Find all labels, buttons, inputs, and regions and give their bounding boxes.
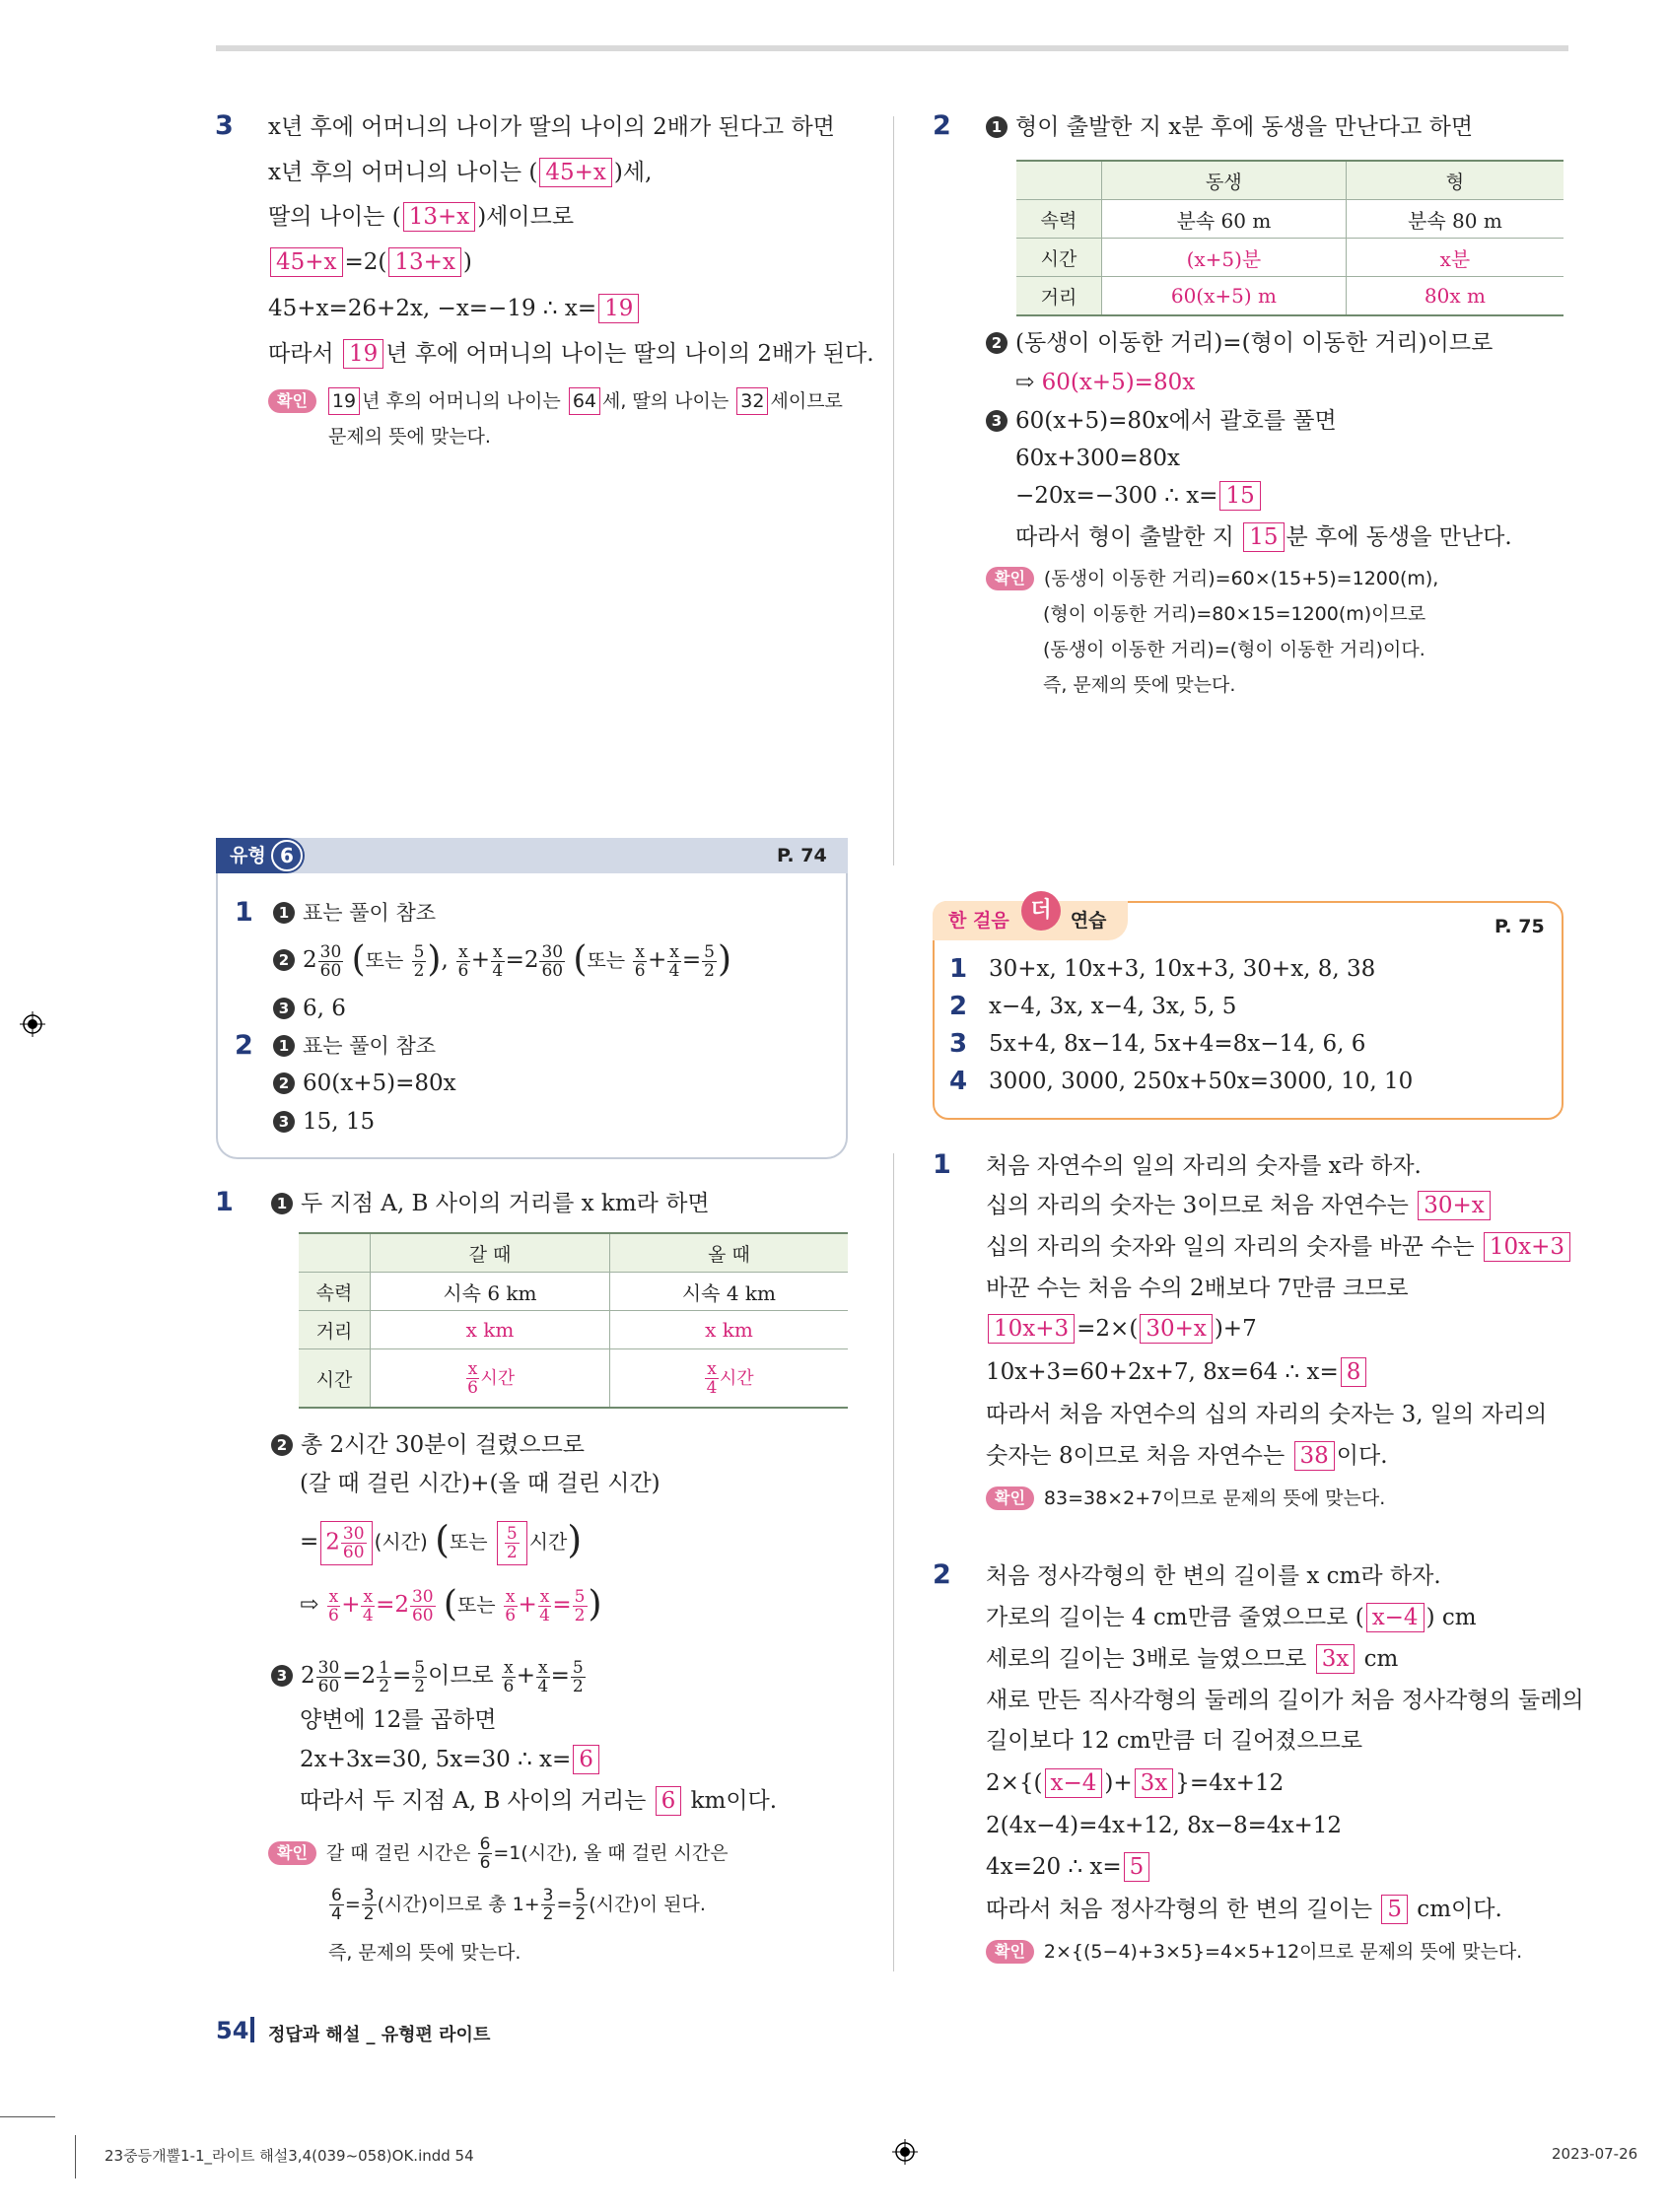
problem-number: 3: [215, 110, 234, 141]
check-badge: 확인: [986, 567, 1034, 590]
footer-divider: [250, 2017, 254, 2042]
text-line: 길이보다 12 cm만큼 더 길어졌으므로: [986, 1728, 1363, 1754]
file-info: 23중등개뿔1-1_라이트 해설3,4(039~058)OK.indd 54: [104, 2147, 474, 2165]
check-note: (형이 이동한 거리)=80×15=1200(m)이므로: [1043, 603, 1426, 625]
text-line: 따라서 두 지점 A, B 사이의 거리는 6 km이다.: [300, 1788, 778, 1814]
text-line: 2 60(x+5)=80x: [273, 1069, 456, 1098]
text-line: 처음 자연수의 일의 자리의 숫자를 x라 하자.: [986, 1153, 1422, 1179]
answer-box: x−4: [1366, 1603, 1425, 1632]
answer-box: 30+x: [1418, 1191, 1491, 1220]
text-line: 1 표는 풀이 참조: [273, 1031, 436, 1061]
text-line: 3 60(x+5)=80x에서 괄호를 풀면: [986, 406, 1337, 436]
column-divider: [893, 1153, 894, 1971]
text-line: 1 두 지점 A, B 사이의 거리를 x km라 하면: [271, 1189, 710, 1218]
answer-number: 1: [949, 954, 968, 984]
check-note: $\frac{6}{4}$ = $\frac{3}{2}$ (시간)이므로 총 1+ $\frac{3}{2}$ = $\frac{5}{2}$ (시간)이 된다.: [331, 1886, 706, 1924]
answer-box: 30+x: [1140, 1314, 1213, 1344]
text-line: 처음 정사각형의 한 변의 길이를 x cm라 하자.: [986, 1563, 1441, 1589]
text-line: 45+x=26+2x, −x=−19 ∴ x= 19: [268, 294, 641, 323]
answer-box: 38: [1294, 1441, 1335, 1471]
text-line: ⇨ 60(x+5)=80x: [1015, 370, 1196, 395]
text-line: 따라서 19 년 후에 어머니의 나이는 딸의 나이의 2배가 된다.: [268, 341, 874, 367]
extra-practice-label: 한 걸음 연습: [933, 901, 1128, 940]
text-line: x년 후에 어머니의 나이가 딸의 나이의 2배가 된다고 하면: [268, 114, 835, 140]
answer-number: 1: [235, 897, 253, 928]
text-line: 따라서 형이 출발한 지 15 분 후에 동생을 만난다.: [1015, 524, 1512, 550]
answer-box: 5: [1124, 1852, 1150, 1882]
answer-line: 5x+4, 8x−14, 5x+4=8x−14, 6, 6: [989, 1031, 1366, 1057]
answer-box: 13+x: [388, 247, 461, 277]
answer-box: 13+x: [403, 202, 476, 232]
text-line: 1 표는 풀이 참조: [273, 898, 436, 928]
check-note: (동생이 이동한 거리)=(형이 이동한 거리)이다.: [1043, 639, 1425, 660]
answer-box: 6: [573, 1745, 599, 1774]
text-line: 60x+300=80x: [1015, 446, 1180, 471]
answer-number: 2: [949, 992, 968, 1021]
text-line: 1 형이 출발한 지 x분 후에 동생을 만난다고 하면: [986, 112, 1473, 142]
text-line: 양변에 12를 곱하면: [300, 1707, 497, 1733]
text-line: 10x+3 =2×( 30+x )+7: [986, 1314, 1257, 1344]
text-line: = 2 $\frac{30}{60}$ (시간) (또는 $\frac{5}{2}$ 시간): [300, 1510, 582, 1571]
answer-box: 45+x: [270, 247, 343, 277]
text-line: 2 총 2시간 30분이 걸렸으므로: [271, 1430, 585, 1460]
answer-box: 3x: [1135, 1768, 1174, 1798]
answer-box: 10x+3: [1484, 1232, 1570, 1262]
text-line: 2(4x−4)=4x+12, 8x−8=4x+12: [986, 1813, 1343, 1838]
crop-mark: [0, 2116, 55, 2117]
answer-box: 45+x: [539, 158, 612, 187]
check-badge: 확인: [268, 389, 316, 413]
problem-number: 1: [215, 1187, 234, 1217]
page-ref: P. 74: [777, 845, 827, 866]
type-number-badge: 6: [271, 840, 303, 871]
speed-table: 동생 형 속력 분속 60 m 분속 80 m 시간 (x+5)분 x분 거리 60(x+5) m 80x m: [1016, 160, 1564, 316]
answer-number: 3: [949, 1029, 968, 1059]
text-line: 2 (동생이 이동한 거리)=(형이 이동한 거리)이므로: [986, 328, 1493, 358]
registration-mark-icon: [892, 2139, 918, 2165]
text-line: 3 6, 6: [273, 994, 346, 1023]
answer-box: 15: [1219, 481, 1260, 511]
answer-box: 19: [598, 294, 639, 323]
check-badge: 확인: [986, 1940, 1034, 1964]
text-line: ⇨ $\frac{x}{6}$ + $\frac{x}{4}$ =2 $\frac{30}{60}$ (또는 $\frac{x}{6}$ + $\frac{x}{4}$ = $\frac{5}{2}$ ): [300, 1584, 602, 1625]
check-note: 확인 갈 때 걸린 시간은 $\frac{6}{6}$ =1(시간), 올 때 걸린 시간은: [268, 1835, 729, 1872]
answer-box: x−4: [1045, 1768, 1103, 1798]
check-note: 즉, 문제의 뜻에 맞는다.: [1043, 674, 1236, 696]
answer-line: x−4, 3x, x−4, 3x, 5, 5: [989, 994, 1237, 1019]
answer-box: 15: [1243, 522, 1284, 552]
text-line: (갈 때 걸린 시간)+(올 때 걸린 시간): [300, 1471, 660, 1496]
crop-mark: [75, 2135, 76, 2178]
text-line: 세로의 길이는 3배로 늘였으므로 3x cm: [986, 1646, 1399, 1672]
answer-box: 3x: [1316, 1644, 1355, 1674]
footer-title: 정답과 해설 _ 유형편 라이트: [268, 2025, 491, 2045]
problem-number: 1: [933, 1149, 951, 1180]
text-line: 2 2 $\frac{30}{60}$ (또는 $\frac{5}{2}$ ), $\frac{x}{6}$ + $\frac{x}{4}$ =2 $\frac{30}{60}$ (또는 $\frac{x}{6}$ + $\frac{x}{4}$ = $\frac{5}{2}$ ): [273, 933, 731, 988]
page-ref: P. 75: [1494, 916, 1545, 937]
text-line: 가로의 길이는 4 cm만큼 줄였으므로 ( x−4 ) cm: [986, 1605, 1477, 1630]
text-line: 4x=20 ∴ x= 5: [986, 1852, 1151, 1882]
column-divider: [893, 116, 894, 865]
check-note: 확인 19 년 후의 어머니의 나이는 64 세, 딸의 나이는 32 세이므로: [268, 386, 843, 416]
type-label: 유형 6: [216, 838, 305, 873]
text-line: 45+x =2( 13+x ): [268, 247, 472, 277]
answer-line: 30+x, 10x+3, 10x+3, 30+x, 8, 38: [989, 956, 1376, 982]
check-note: 문제의 뜻에 맞는다.: [328, 426, 491, 448]
problem-number: 2: [933, 1559, 951, 1590]
text-line: x년 후의 어머니의 나이는 ( 45+x )세,: [268, 160, 653, 185]
text-line: 따라서 처음 정사각형의 한 변의 길이는 5 cm이다.: [986, 1897, 1502, 1922]
answer-box: 19: [343, 339, 383, 369]
text-line: 딸의 나이는 ( 13+x )세이므로: [268, 204, 575, 230]
check-note: 확인 83=38×2+7이므로 문제의 뜻에 맞는다.: [986, 1484, 1385, 1513]
text-line: 십의 자리의 숫자와 일의 자리의 숫자를 바꾼 수는 10x+3: [986, 1232, 1572, 1262]
check-note: 확인 (동생이 이동한 거리)=60×(15+5)=1200(m),: [986, 564, 1438, 593]
top-rule: [216, 45, 1568, 51]
text-line: 따라서 처음 자연수의 십의 자리의 숫자는 3, 일의 자리의: [986, 1402, 1548, 1427]
answer-line: 3000, 3000, 250x+50x=3000, 10, 10: [989, 1069, 1414, 1094]
extra-practice-badge: 더: [1021, 891, 1061, 931]
text-line: −20x=−300 ∴ x= 15: [1015, 481, 1263, 511]
registration-mark-icon: [20, 1011, 45, 1037]
check-badge: 확인: [986, 1486, 1034, 1510]
answer-box: 5: [1381, 1895, 1408, 1924]
speed-table: 갈 때 올 때 속력 시속 6 km 시속 4 km 거리 x km x km 시간 $\frac{x}{6}$ 시간 $\frac{x}{4}$ 시간: [299, 1232, 848, 1409]
print-date: 2023-07-26: [1552, 2145, 1638, 2163]
text-line: 2x+3x=30, 5x=30 ∴ x= 6: [300, 1745, 601, 1774]
text-line: 2×{( x−4 )+ 3x }=4x+12: [986, 1770, 1285, 1796]
answer-box: 6: [656, 1786, 682, 1816]
text-line: 10x+3=60+2x+7, 8x=64 ∴ x= 8: [986, 1357, 1368, 1387]
answer-box: 10x+3: [988, 1314, 1075, 1344]
text-line: 십의 자리의 숫자는 3이므로 처음 자연수는 30+x: [986, 1191, 1493, 1220]
check-note: 확인 2×{(5−4)+3×5}=4×5+12이므로 문제의 뜻에 맞는다.: [986, 1937, 1522, 1967]
answer-box: 8: [1341, 1357, 1367, 1387]
text-line: 바꾼 수는 처음 수의 2배보다 7만큼 크므로: [986, 1276, 1409, 1301]
text-line: 3 2 $\frac{30}{60}$ =2 $\frac{1}{2}$ = $\frac{5}{2}$ 이므로 $\frac{x}{6}$ + $\frac{x}{4}$ = $\frac{5}{2}$: [271, 1648, 587, 1703]
text-line: 3 15, 15: [273, 1107, 375, 1137]
text-line: 새로 만든 직사각형의 둘레의 길이가 처음 정사각형의 둘레의: [986, 1688, 1584, 1713]
check-note: 즉, 문제의 뜻에 맞는다.: [328, 1942, 521, 1964]
check-badge: 확인: [268, 1841, 316, 1865]
text-line: 숫자는 8이므로 처음 자연수는 38 이다.: [986, 1443, 1388, 1469]
answer-number: 2: [235, 1030, 253, 1061]
problem-number: 2: [933, 110, 951, 141]
type-header-bar: [216, 838, 848, 873]
page-number: 54: [216, 2017, 249, 2044]
answer-number: 4: [949, 1067, 968, 1096]
